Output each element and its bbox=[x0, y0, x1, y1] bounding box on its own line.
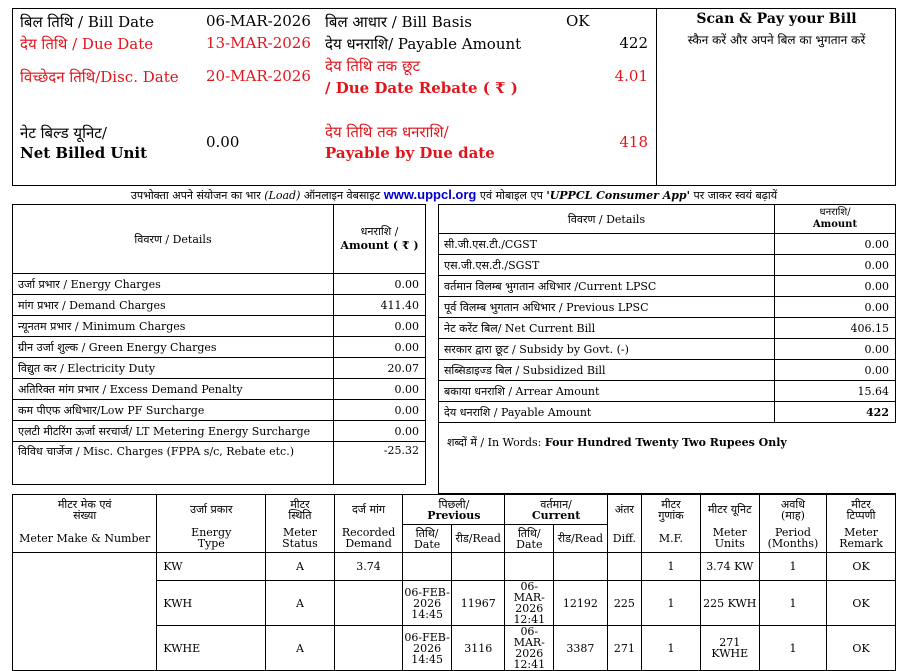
rebate-value: 4.01 bbox=[614, 67, 648, 85]
recorded-demand-header-en: Recorded Demand bbox=[334, 525, 403, 553]
net-billed-value: 0.00 bbox=[206, 133, 240, 151]
due-date-value: 13-MAR-2026 bbox=[206, 34, 311, 52]
meter-make-cell bbox=[13, 581, 157, 626]
current-header-hi: वर्तमान/ bbox=[540, 497, 572, 511]
mf-cell: 1 bbox=[642, 553, 701, 581]
meter-units-cell: 271 KWHE bbox=[700, 626, 759, 671]
curr-date-header: तिथि/ Date bbox=[505, 525, 554, 553]
energy-type-cell: KWH bbox=[157, 581, 266, 626]
meter-units-header-hi: मीटर यूनिट bbox=[700, 495, 759, 525]
meter-status-header-hi: मीटर स्थिति bbox=[266, 495, 335, 525]
curr-date-cell: 06-MAR-2026 12:41 bbox=[505, 581, 554, 626]
remark-cell: OK bbox=[827, 626, 896, 671]
charge-label: विविध चार्जेज / Misc. Charges (FPPA s/c, Rebate etc.) bbox=[13, 442, 334, 485]
pay-by-due-value: 418 bbox=[619, 133, 648, 151]
diff-header-en: Diff. bbox=[607, 525, 641, 553]
curr-read-cell: 12192 bbox=[554, 581, 608, 626]
curr-read-header: रीड/Read bbox=[554, 525, 608, 553]
load-notice-prefix: उपभोक्ता अपने संयोजन का भार bbox=[130, 189, 261, 202]
summary-label: सी.जी.एस.टी./CGST bbox=[439, 234, 775, 255]
disc-date-value: 20-MAR-2026 bbox=[206, 67, 311, 85]
charge-label: एलटी मीटरिंग ऊर्जा सरचार्ज/ LT Metering Energy Surcharge bbox=[13, 421, 334, 442]
period-cell: 1 bbox=[759, 553, 826, 581]
diff-cell: 271 bbox=[607, 626, 641, 671]
prev-date-header: तिथि/ Date bbox=[403, 525, 452, 553]
due-date-label: देय तिथि / Due Date bbox=[20, 35, 154, 53]
period-cell: 1 bbox=[759, 581, 826, 626]
charge-label: अतिरिक्त मांग प्रभार / Excess Demand Penalty bbox=[13, 379, 334, 400]
meter-units-cell: 225 KWH bbox=[700, 581, 759, 626]
load-notice-load: (Load) bbox=[264, 189, 301, 202]
rebate-label-en: / Due Date Rebate ( ₹ ) bbox=[325, 79, 518, 97]
summary-value: 0.00 bbox=[775, 339, 896, 360]
prev-date-cell: 06-FEB-2026 14:45 bbox=[403, 581, 452, 626]
prev-read-cell bbox=[451, 553, 505, 581]
charges-header-amount-hi: धनराशि / bbox=[360, 225, 399, 238]
charge-value: 0.00 bbox=[334, 421, 426, 442]
table-row bbox=[13, 295, 426, 316]
energy-type-cell: KWHE bbox=[157, 626, 266, 671]
meter-units-header-en: Meter Units bbox=[700, 525, 759, 553]
prev-date-cell bbox=[403, 553, 452, 581]
charge-value: 0.00 bbox=[334, 316, 426, 337]
bill-summary-table bbox=[438, 204, 896, 494]
charge-label: न्यूनतम प्रभार / Minimum Charges bbox=[13, 316, 334, 337]
charges-header-amount bbox=[334, 205, 426, 274]
table-row bbox=[13, 553, 896, 581]
previous-header-en: Previous bbox=[427, 508, 481, 522]
meter-status-header-en: Meter Status bbox=[266, 525, 335, 553]
meter-status-cell: A bbox=[266, 626, 335, 671]
diff-cell bbox=[607, 553, 641, 581]
remark-cell: OK bbox=[827, 553, 896, 581]
diff-cell: 225 bbox=[607, 581, 641, 626]
amount-in-words bbox=[439, 423, 896, 494]
charge-value: 0.00 bbox=[334, 379, 426, 400]
period-header-en: Period (Months) bbox=[759, 525, 826, 553]
summary-header-amount bbox=[775, 205, 896, 234]
period-cell: 1 bbox=[759, 626, 826, 671]
mf-cell: 1 bbox=[642, 581, 701, 626]
summary-value: 0.00 bbox=[775, 234, 896, 255]
summary-label: सब्सिडाइज्ड बिल / Subsidized Bill bbox=[439, 360, 775, 381]
charge-label: ग्रीन उर्जा शुल्क / Green Energy Charges bbox=[13, 337, 334, 358]
bill-basis-value: OK bbox=[566, 12, 590, 30]
energy-type-header-en: Energy Type bbox=[157, 525, 266, 553]
summary-header-amount-hi: धनराशि/ bbox=[819, 207, 851, 218]
load-notice-online: ऑनलाइन वेबसाइट bbox=[303, 189, 381, 202]
summary-label: सरकार द्वारा छूट / Subsidy by Govt. (-) bbox=[439, 339, 775, 360]
curr-date-cell bbox=[505, 553, 554, 581]
current-header-en: Current bbox=[531, 508, 581, 522]
summary-label: देय धनराशि / Payable Amount bbox=[439, 402, 775, 423]
curr-read-cell bbox=[554, 553, 608, 581]
meter-units-cell: 3.74 KW bbox=[700, 553, 759, 581]
table-row bbox=[13, 337, 426, 358]
table-row bbox=[439, 255, 896, 276]
charge-value: 0.00 bbox=[334, 337, 426, 358]
prev-read-cell: 11967 bbox=[451, 581, 505, 626]
charge-label: विद्युत कर / Electricity Duty bbox=[13, 358, 334, 379]
charge-label: मांग प्रभार / Demand Charges bbox=[13, 295, 334, 316]
meter-make-header-hi: मीटर मेक एवं संख्या bbox=[13, 495, 157, 525]
summary-value: 406.15 bbox=[775, 318, 896, 339]
charges-table bbox=[12, 204, 426, 485]
prev-read-cell: 3116 bbox=[451, 626, 505, 671]
recorded-demand-cell bbox=[334, 626, 403, 671]
prev-date-cell: 06-FEB-2026 14:45 bbox=[403, 626, 452, 671]
load-notice-mid: एवं मोबाइल एप bbox=[479, 189, 543, 202]
mf-header-en: M.F. bbox=[642, 525, 701, 553]
charge-value: 0.00 bbox=[334, 274, 426, 295]
table-row bbox=[439, 381, 896, 402]
energy-type-header-hi: उर्जा प्रकार bbox=[157, 495, 266, 525]
energy-type-cell: KW bbox=[157, 553, 266, 581]
recorded-demand-cell: 3.74 bbox=[334, 553, 403, 581]
bill-date-value: 06-MAR-2026 bbox=[206, 12, 311, 30]
table-row bbox=[13, 316, 426, 337]
charge-value: 20.07 bbox=[334, 358, 426, 379]
payable-amount-value: 422 bbox=[619, 34, 648, 52]
net-billed-label-en: Net Billed Unit bbox=[20, 144, 148, 162]
meter-make-cell bbox=[13, 553, 157, 581]
remark-cell: OK bbox=[827, 581, 896, 626]
summary-value: 0.00 bbox=[775, 255, 896, 276]
remark-header-hi: मीटर टिप्पणी bbox=[827, 495, 896, 525]
table-row bbox=[439, 339, 896, 360]
table-row bbox=[439, 318, 896, 339]
amount-in-words-value: Four Hundred Twenty Two Rupees Only bbox=[544, 436, 787, 449]
table-row bbox=[13, 274, 426, 295]
uppcl-website-link[interactable]: www.uppcl.org bbox=[383, 187, 477, 202]
summary-value: 0.00 bbox=[775, 276, 896, 297]
load-notice-app: 'UPPCL Consumer App' bbox=[546, 189, 690, 202]
charges-header-amount-en: Amount ( ₹ ) bbox=[340, 239, 419, 252]
curr-date-cell: 06-MAR-2026 12:41 bbox=[505, 626, 554, 671]
current-header bbox=[505, 495, 607, 525]
table-row bbox=[439, 234, 896, 255]
table-row bbox=[439, 297, 896, 318]
scan-pay-title: Scan & Pay your Bill bbox=[696, 11, 857, 27]
meter-make-cell bbox=[13, 626, 157, 671]
table-row bbox=[13, 358, 426, 379]
table-row bbox=[13, 626, 896, 671]
summary-header-amount-en: Amount bbox=[812, 219, 858, 230]
previous-header bbox=[403, 495, 505, 525]
net-billed-label-hi: नेट बिल्ड यूनिट/ bbox=[20, 124, 107, 142]
recorded-demand-header-hi: दर्ज मांग bbox=[334, 495, 403, 525]
load-notice-suffix: पर जाकर स्वयं बढ़ायें bbox=[693, 189, 778, 202]
diff-header-hi: अंतर bbox=[607, 495, 641, 525]
summary-label: बकाया धनराशि / Arrear Amount bbox=[439, 381, 775, 402]
table-row bbox=[13, 581, 896, 626]
table-row bbox=[439, 276, 896, 297]
pay-by-due-label-en: Payable by Due date bbox=[325, 144, 495, 162]
meter-make-header-en: Meter Make & Number bbox=[13, 525, 157, 553]
table-row bbox=[13, 379, 426, 400]
bill-basis-label: बिल आधार / Bill Basis bbox=[325, 13, 472, 31]
pay-by-due-label-hi: देय तिथि तक धनराशि/ bbox=[325, 123, 449, 141]
prev-read-header: रीड/Read bbox=[451, 525, 505, 553]
meter-status-cell: A bbox=[266, 553, 335, 581]
summary-label: एस.जी.एस.टी./SGST bbox=[439, 255, 775, 276]
summary-header-details: विवरण / Details bbox=[439, 205, 775, 234]
charge-value: -25.32 bbox=[334, 442, 426, 485]
summary-label: नेट करेंट बिल/ Net Current Bill bbox=[439, 318, 775, 339]
summary-value: 0.00 bbox=[775, 297, 896, 318]
mf-cell: 1 bbox=[642, 626, 701, 671]
recorded-demand-cell bbox=[334, 581, 403, 626]
charge-value: 411.40 bbox=[334, 295, 426, 316]
previous-header-hi: पिछली/ bbox=[438, 497, 470, 511]
meter-table bbox=[12, 494, 896, 671]
charge-label: उर्जा प्रभार / Energy Charges bbox=[13, 274, 334, 295]
disc-date-label: विच्छेदन तिथि/Disc. Date bbox=[20, 68, 179, 86]
bill-date-label: बिल तिथि / Bill Date bbox=[20, 13, 154, 31]
period-header-hi: अवधि (माह) bbox=[759, 495, 826, 525]
charge-value: 0.00 bbox=[334, 400, 426, 421]
meter-status-cell: A bbox=[266, 581, 335, 626]
table-row bbox=[13, 421, 426, 442]
summary-value: 15.64 bbox=[775, 381, 896, 402]
curr-read-cell: 3387 bbox=[554, 626, 608, 671]
summary-label: वर्तमान विलम्ब भुगतान अधिभार /Current LPSC bbox=[439, 276, 775, 297]
table-row bbox=[13, 442, 426, 485]
table-row bbox=[439, 360, 896, 381]
amount-in-words-label: शब्दों में / In Words: bbox=[447, 436, 542, 449]
table-row bbox=[439, 423, 896, 494]
scan-pay-subtitle: स्कैन करें और अपने बिल का भुगतान करें bbox=[687, 33, 866, 47]
summary-value: 422 bbox=[775, 402, 896, 423]
payable-amount-label: देय धनराशि/ Payable Amount bbox=[325, 35, 522, 53]
mf-header-hi: मीटर गुणांक bbox=[642, 495, 701, 525]
summary-label: पूर्व विलम्ब भुगतान अधिभार / Previous LPSC bbox=[439, 297, 775, 318]
charge-label: कम पीएफ अधिभार/Low PF Surcharge bbox=[13, 400, 334, 421]
table-row bbox=[439, 402, 896, 423]
rebate-label-hi: देय तिथि तक छूट bbox=[325, 57, 421, 75]
summary-value: 0.00 bbox=[775, 360, 896, 381]
table-row bbox=[13, 400, 426, 421]
remark-header-en: Meter Remark bbox=[827, 525, 896, 553]
charges-header-details: विवरण / Details bbox=[13, 205, 334, 274]
load-notice bbox=[12, 187, 896, 203]
